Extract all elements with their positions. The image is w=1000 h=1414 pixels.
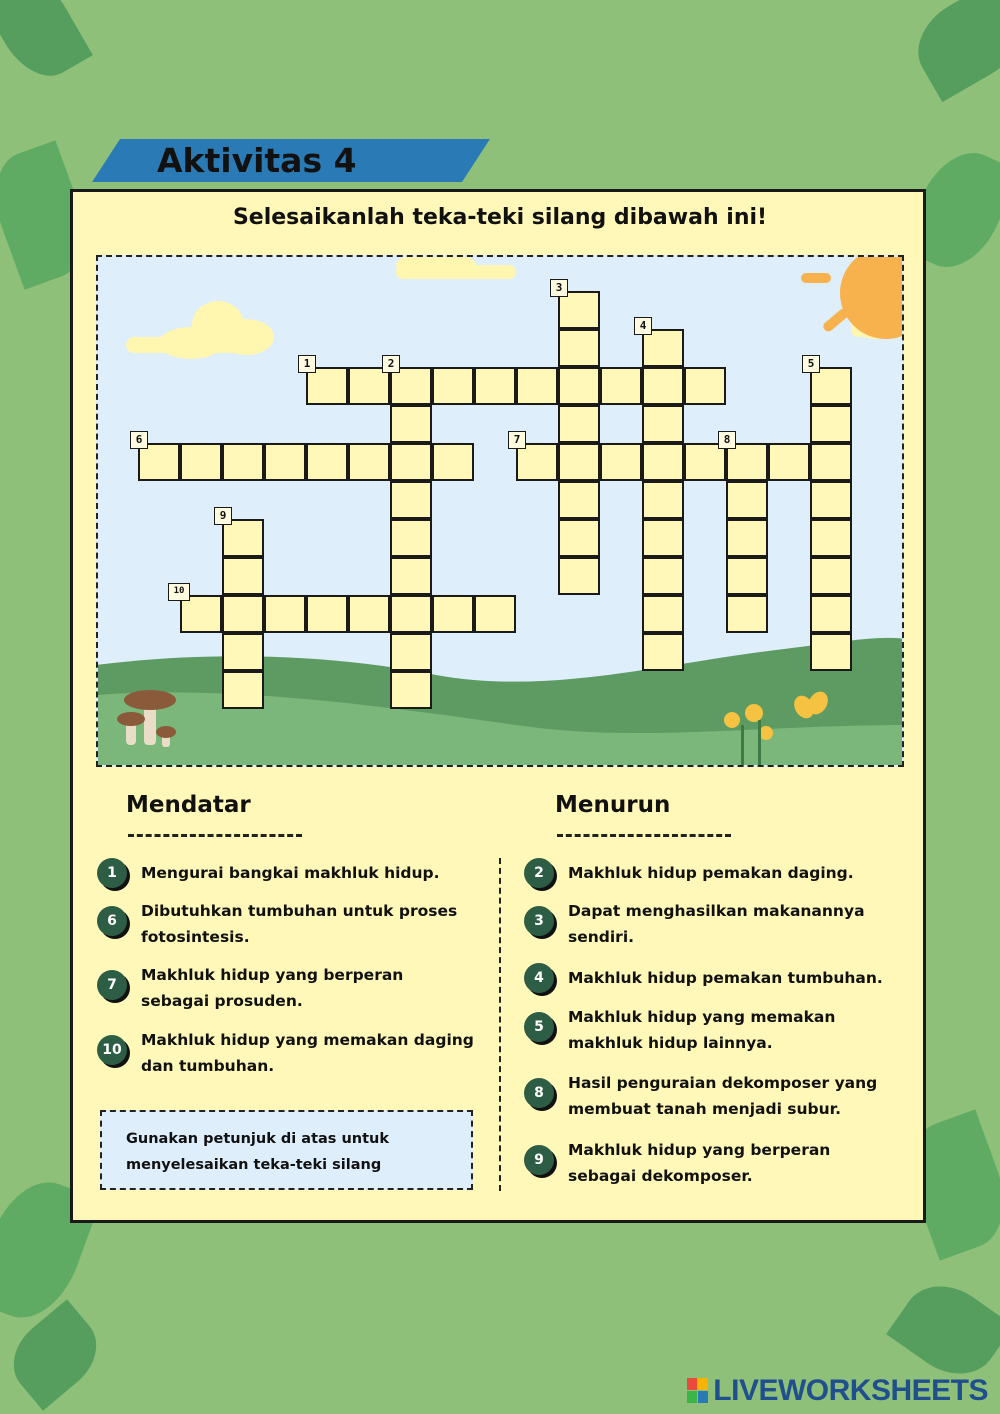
crossword-cell[interactable] xyxy=(810,557,852,595)
crossword-cell[interactable] xyxy=(642,633,684,671)
down-clue xyxy=(524,860,904,888)
crossword-number-9: 9 xyxy=(214,507,232,525)
crossword-cell[interactable] xyxy=(222,557,264,595)
crossword-cell[interactable] xyxy=(390,557,432,595)
liveworksheets-watermark xyxy=(687,1374,988,1408)
crossword-cell[interactable] xyxy=(390,443,432,481)
crossword-cell[interactable] xyxy=(810,633,852,671)
crossword-number-4: 4 xyxy=(634,317,652,335)
across-clue xyxy=(97,860,487,888)
crossword-cell[interactable] xyxy=(810,405,852,443)
crossword-cell[interactable] xyxy=(810,519,852,557)
crossword-cell[interactable] xyxy=(432,595,474,633)
crossword-cell[interactable] xyxy=(642,557,684,595)
leaf-decoration-bottom-right-2 xyxy=(886,1269,1000,1392)
crossword-number-7: 7 xyxy=(508,431,526,449)
crossword-cell[interactable] xyxy=(390,519,432,557)
across-heading: Mendatar xyxy=(126,792,251,818)
crossword-cell[interactable] xyxy=(348,443,390,481)
across-clue xyxy=(97,898,487,950)
crossword-cell[interactable] xyxy=(390,595,432,633)
crossword-number-6: 6 xyxy=(130,431,148,449)
crossword-cell[interactable] xyxy=(726,557,768,595)
cloud-left xyxy=(126,301,274,359)
clue-text: Makhluk hidup yang memakan daging dan tumbuhan. xyxy=(141,1031,474,1075)
clue-text: Makhluk hidup yang berperan sebagai dekomposer. xyxy=(568,1141,831,1185)
cloud-top xyxy=(396,255,516,279)
crossword-cell[interactable] xyxy=(810,481,852,519)
clue-text: Makhluk hidup yang memakan makhluk hidup lainnya. xyxy=(568,1008,836,1052)
crossword-cell[interactable] xyxy=(558,367,600,405)
crossword-cell[interactable] xyxy=(558,405,600,443)
column-divider xyxy=(499,858,501,1191)
crossword-cell[interactable] xyxy=(306,443,348,481)
crossword-cell[interactable] xyxy=(642,595,684,633)
crossword-number-3: 3 xyxy=(550,279,568,297)
clue-text: Mengurai bangkai makhluk hidup. xyxy=(141,864,440,882)
crossword-cell[interactable] xyxy=(390,633,432,671)
down-clue xyxy=(524,1137,904,1189)
down-clue xyxy=(524,1004,904,1056)
down-heading: Menurun xyxy=(555,792,671,818)
hint-box: Gunakan petunjuk di atas untuk menyelesaikan teka-teki silang xyxy=(100,1110,473,1190)
crossword-cell[interactable] xyxy=(642,367,684,405)
clue-number-badge: 1 xyxy=(97,858,127,888)
across-clue xyxy=(97,962,487,1014)
crossword-cell[interactable] xyxy=(390,671,432,709)
down-clue xyxy=(524,898,904,950)
crossword-cell[interactable] xyxy=(600,443,642,481)
crossword-cell[interactable] xyxy=(222,443,264,481)
crossword-cell[interactable] xyxy=(264,443,306,481)
clue-text: Makhluk hidup pemakan daging. xyxy=(568,864,854,882)
clue-text: Dapat menghasilkan makanannya sendiri. xyxy=(568,902,865,946)
across-clue xyxy=(97,1027,487,1079)
crossword-cell[interactable] xyxy=(432,367,474,405)
clue-text: Makhluk hidup pemakan tumbuhan. xyxy=(568,969,883,987)
leaf-decoration-top-right xyxy=(902,0,1000,102)
clue-number-badge: 3 xyxy=(524,906,554,936)
crossword-cell[interactable] xyxy=(264,595,306,633)
down-clue xyxy=(524,965,904,993)
crossword-cell[interactable] xyxy=(726,481,768,519)
crossword-cell[interactable] xyxy=(474,595,516,633)
across-heading-underline xyxy=(128,834,302,837)
crossword-number-5: 5 xyxy=(802,355,820,373)
crossword-cell[interactable] xyxy=(558,481,600,519)
sun-icon xyxy=(840,255,904,339)
page-title: Aktivitas 4 xyxy=(157,141,357,180)
clue-number-badge: 5 xyxy=(524,1012,554,1042)
crossword-cell[interactable] xyxy=(516,367,558,405)
crossword-cell[interactable] xyxy=(768,443,810,481)
crossword-cell[interactable] xyxy=(642,519,684,557)
crossword-cell[interactable] xyxy=(474,367,516,405)
crossword-puzzle xyxy=(96,255,904,767)
crossword-cell[interactable] xyxy=(684,367,726,405)
crossword-cell[interactable] xyxy=(558,329,600,367)
crossword-cell[interactable] xyxy=(180,443,222,481)
clue-number-badge: 9 xyxy=(524,1145,554,1175)
crossword-cell[interactable] xyxy=(642,481,684,519)
crossword-cell[interactable] xyxy=(726,595,768,633)
crossword-cell[interactable] xyxy=(390,405,432,443)
crossword-number-8: 8 xyxy=(718,431,736,449)
down-clue xyxy=(524,1070,904,1122)
crossword-cell[interactable] xyxy=(390,481,432,519)
crossword-cell[interactable] xyxy=(222,671,264,709)
watermark-text: LIVEWORKSHEETS xyxy=(713,1374,988,1407)
clue-number-badge: 10 xyxy=(97,1035,127,1065)
crossword-cell[interactable] xyxy=(810,443,852,481)
crossword-cell[interactable] xyxy=(810,595,852,633)
crossword-cell[interactable] xyxy=(600,367,642,405)
clue-number-badge: 7 xyxy=(97,970,127,1000)
crossword-cell[interactable] xyxy=(642,443,684,481)
crossword-cell[interactable] xyxy=(558,519,600,557)
crossword-cell[interactable] xyxy=(306,595,348,633)
crossword-cell[interactable] xyxy=(348,595,390,633)
clue-number-badge: 8 xyxy=(524,1078,554,1108)
crossword-cell[interactable] xyxy=(642,405,684,443)
crossword-cell[interactable] xyxy=(558,557,600,595)
down-heading-underline xyxy=(557,834,731,837)
clue-text: Makhluk hidup yang berperan sebagai prosuden. xyxy=(141,966,404,1010)
crossword-cell[interactable] xyxy=(222,633,264,671)
instruction-text: Selesaikanlah teka-teki silang dibawah ini! xyxy=(232,205,768,230)
clue-text: Hasil penguraian dekomposer yang membuat tanah menjadi subur. xyxy=(568,1074,878,1118)
clue-text: Dibutuhkan tumbuhan untuk proses fotosintesis. xyxy=(141,902,458,946)
leaf-decoration-top-left xyxy=(0,0,93,90)
clue-number-badge: 2 xyxy=(524,858,554,888)
crossword-number-10: 10 xyxy=(168,583,190,601)
crossword-cell[interactable] xyxy=(558,443,600,481)
crossword-cell[interactable] xyxy=(432,443,474,481)
liveworksheets-logo-icon xyxy=(687,1378,709,1404)
crossword-cell[interactable] xyxy=(726,519,768,557)
clue-number-badge: 4 xyxy=(524,963,554,993)
crossword-number-1: 1 xyxy=(298,355,316,373)
clue-number-badge: 6 xyxy=(97,906,127,936)
crossword-cell[interactable] xyxy=(222,595,264,633)
crossword-number-2: 2 xyxy=(382,355,400,373)
